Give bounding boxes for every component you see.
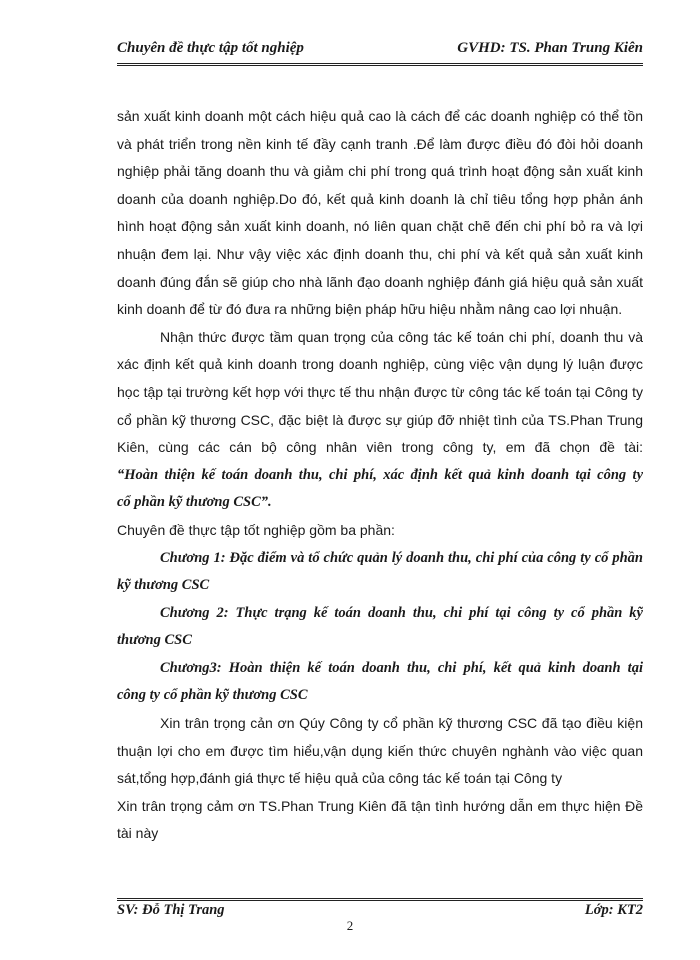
chapter-1-line: Chương 1: Đặc điểm và tổ chức quản lý doanh thu, chi phí của công ty cổ phần <box>160 549 643 566</box>
header-divider <box>117 63 643 67</box>
text-line: Xin trân trọng cản ơn Qúy Công ty cổ phần kỹ thương CSC đã tạo điều kiện <box>160 715 643 732</box>
body-text <box>117 103 643 848</box>
thesis-topic-line: “Hoàn thiện kế toán doanh thu, chi phí, xác định kết quả kinh doanh tại công ty <box>117 466 643 483</box>
header-title: Chuyên đề thực tập tốt nghiệp <box>117 40 304 56</box>
text-line: Nhận thức được tầm quan trọng của công tác kế toán chi phí, doanh thu và <box>160 328 643 345</box>
header-advisor: GVHD: TS. Phan Trung Kiên <box>457 40 643 56</box>
chapter-3-line: công ty cổ phần kỹ thương CSC <box>117 687 308 704</box>
text-line: sát,tổng hợp,đánh giá thực tế hiệu quả của công tác kế toán tại Công ty <box>117 770 563 787</box>
text-line: học tập tại trường kết hợp với thực tế thu nhận được từ công tác kế toán tại Công ty <box>117 383 643 400</box>
chapter-2-line: thương CSC <box>117 632 192 649</box>
text-line: và phát triển trong nền kinh tế đầy cạnh tranh .Để làm được điều đó đòi hỏi doanh <box>117 135 643 152</box>
text-line: kinh doanh để từ đó đưa ra những biện pháp hữu hiệu nhằm nâng cao lợi nhuận. <box>117 301 623 318</box>
text-line: hình hoạt động sản xuất kinh doanh, nó liên quan chặt chẽ đến chi phí bỏ ra và lợi <box>117 218 643 235</box>
page-header <box>117 40 643 62</box>
chapter-2-line: Chương 2: Thực trạng kế toán doanh thu, chi phí tại công ty cổ phần kỹ <box>160 604 643 621</box>
text-line: nghiệp phải tăng doanh thu và giảm chi phí trong quá trình hoạt động sản xuất kinh <box>117 163 643 180</box>
text-line: Kiên, cùng các cán bộ công nhân viên trong công ty, em đã chọn đề tài: <box>117 439 643 456</box>
text-line: cổ phần kỹ thương CSC, đặc biệt là được sự giúp đỡ nhiệt tình của TS.Phan Trung <box>117 411 643 428</box>
footer-class: Lớp: KT2 <box>584 902 643 918</box>
structure-intro: Chuyên đề thực tập tốt nghiệp gồm ba phần: <box>117 521 395 538</box>
thesis-topic-line: cổ phần kỹ thương CSC”. <box>117 494 272 511</box>
text-line: doanh đúng đắn sẽ giúp cho nhà lãnh đạo doanh nghiệp đánh giá hiệu quả sản xuất <box>117 273 643 290</box>
chapter-3-line: Chương3: Hoàn thiện kế toán doanh thu, chi phí, kết quả kinh doanh tại <box>160 659 643 676</box>
text-line: sản xuất kinh doanh một cách hiệu quả cao là cách để các doanh nghiệp có thể tồn <box>117 108 643 124</box>
page-number: 2 <box>346 918 354 933</box>
text-line: thuận lợi cho em được tìm hiểu,vận dụng kiến thức chuyên nghành vào việc quan <box>117 742 643 759</box>
text-line: Xin trân trọng cảm ơn TS.Phan Trung Kiên đã tận tình hướng dẫn em thực hiện Đề <box>117 797 643 814</box>
footer-student: SV: Đỗ Thị Trang <box>117 902 225 918</box>
text-line: doanh của doanh nghiệp.Do đó, kết quả kinh doanh là chỉ tiêu tổng hợp phản ánh <box>117 190 643 207</box>
chapter-1-line: kỹ thương CSC <box>117 577 210 594</box>
text-line: tài này <box>117 825 159 842</box>
text-line: nhuận đem lại. Như vậy việc xác định doanh thu, chi phí và kết quả sản xuất kinh <box>117 245 643 262</box>
text-line: xác định kết quả kinh doanh trong doanh nghiệp, cùng việc vận dụng lý luận được <box>117 356 643 373</box>
